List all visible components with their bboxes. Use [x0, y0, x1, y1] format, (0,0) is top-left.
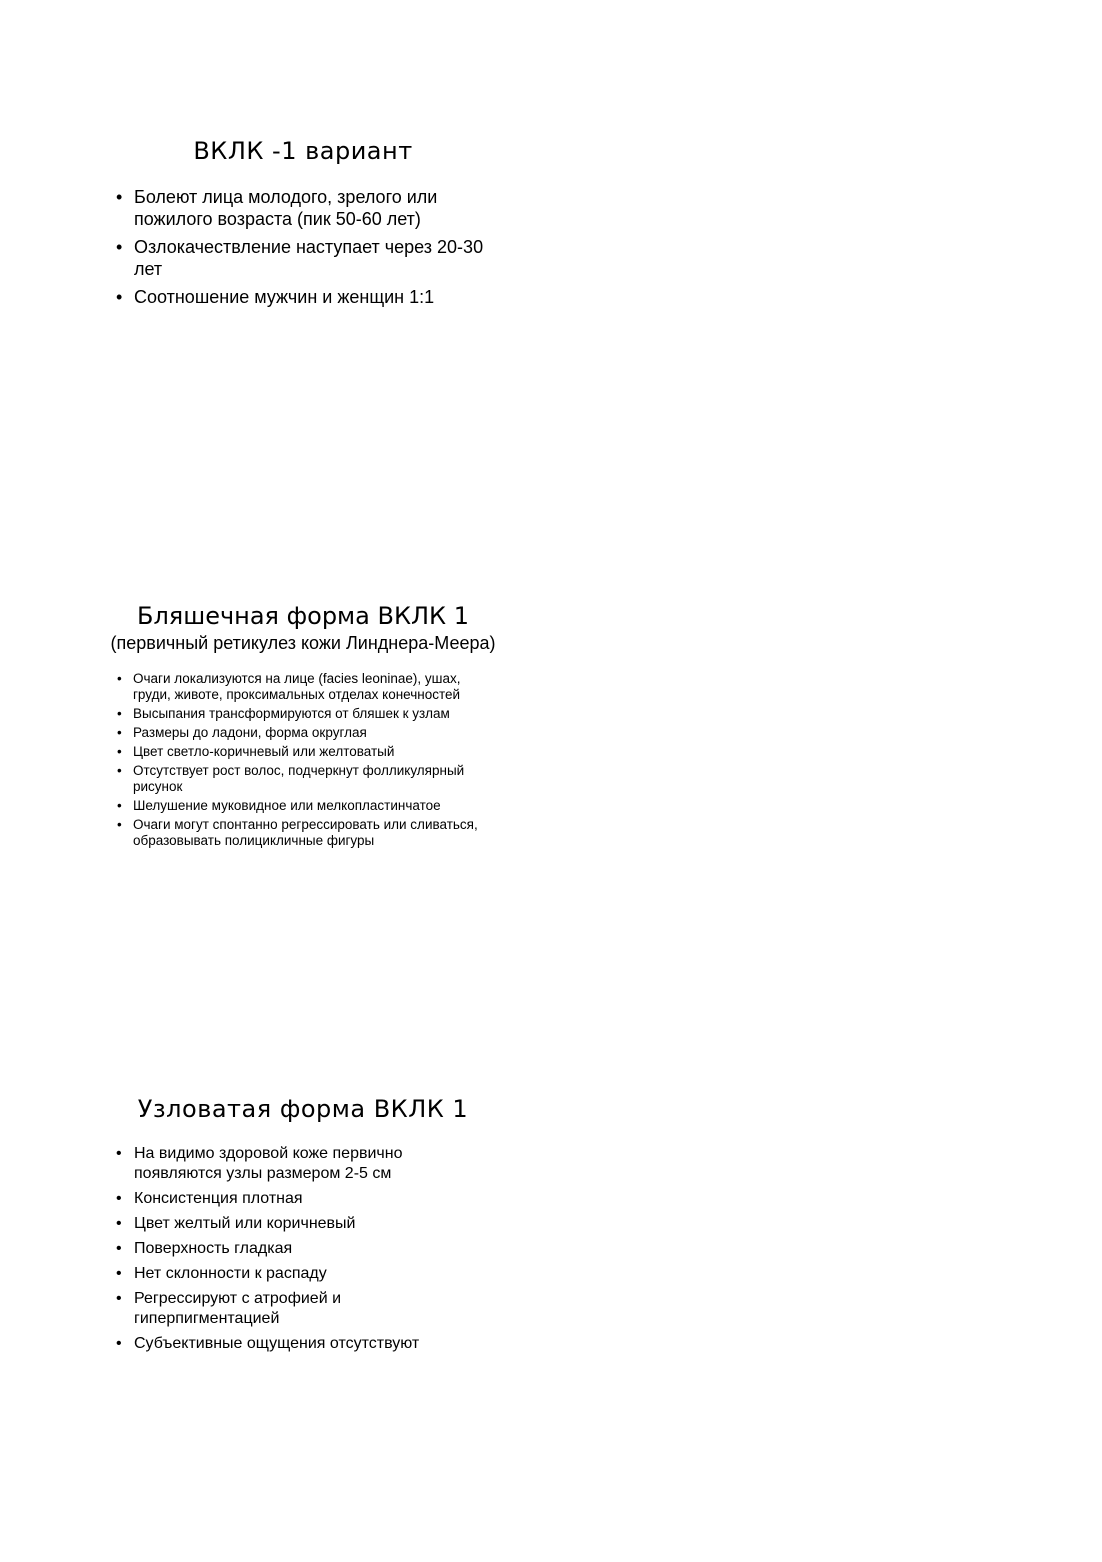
- bullet-icon: •: [116, 187, 123, 207]
- list-item: [100, 744, 488, 760]
- list-item-text: Цвет светло-коричневый или желтоватый: [133, 744, 395, 759]
- list-item-text: Отсутствует рост волос, подчеркнут фолликулярный рисунок: [133, 763, 465, 794]
- bullet-icon: •: [116, 287, 123, 307]
- bullet-icon: •: [116, 1265, 122, 1282]
- bullet-list: [100, 186, 506, 308]
- list-item-text: Болеют лица молодого, зрелого или пожилого возраста (пик 50-60 лет): [134, 187, 438, 229]
- list-item: [100, 1289, 454, 1329]
- list-item-text: Субъективные ощущения отсутствуют: [134, 1335, 420, 1352]
- list-item: [100, 798, 488, 814]
- slide-title: ВКЛК -1 вариант: [193, 137, 413, 165]
- list-item: [100, 706, 488, 722]
- list-item-text: Размеры до ладони, форма округлая: [133, 725, 367, 740]
- bullet-icon: •: [117, 706, 122, 721]
- list-item-text: Поверхность гладкая: [134, 1240, 293, 1257]
- list-item: [100, 1189, 454, 1209]
- list-item: [100, 286, 494, 308]
- bullet-icon: •: [116, 1215, 122, 1232]
- bullet-icon: •: [116, 1145, 122, 1162]
- bullet-icon: •: [117, 725, 122, 740]
- list-item-text: Озлокачествление наступает через 20-30 лет: [134, 237, 484, 279]
- bullet-icon: •: [116, 1335, 122, 1352]
- bullet-icon: •: [117, 671, 122, 686]
- list-item-text: Регрессируют с атрофией и гиперпигментацией: [134, 1290, 342, 1327]
- bullet-icon: •: [117, 744, 122, 759]
- slide-variant-1: [100, 136, 506, 314]
- slide-subtitle: (первичный ретикулез кожи Линднера-Меера): [110, 633, 496, 653]
- list-item-text: Высыпания трансформируются от бляшек к узлам: [133, 706, 450, 721]
- list-item: [100, 725, 488, 741]
- bullet-list: [100, 671, 506, 849]
- list-item: [100, 1214, 454, 1234]
- list-item: [100, 236, 494, 280]
- bullet-icon: •: [116, 1240, 122, 1257]
- slide-plaque-form: [100, 601, 506, 852]
- bullet-icon: •: [117, 798, 122, 813]
- slide-nodular-form: [100, 1094, 506, 1359]
- list-item-text: На видимо здоровой коже первично появляются узлы размером 2-5 см: [134, 1145, 403, 1182]
- bullet-icon: •: [117, 763, 122, 778]
- list-item: [100, 763, 488, 795]
- list-item-text: Шелушение муковидное или мелкопластинчатое: [133, 798, 441, 813]
- list-item: [100, 186, 494, 230]
- list-item: [100, 817, 488, 849]
- bullet-icon: •: [117, 817, 122, 832]
- list-item-text: Соотношение мужчин и женщин 1:1: [134, 287, 435, 307]
- bullet-icon: •: [116, 237, 123, 257]
- list-item-text: Очаги могут спонтанно регрессировать или сливаться, образовывать полицикличные фигуры: [133, 817, 478, 848]
- slide-title: Бляшечная форма ВКЛК 1: [137, 602, 469, 630]
- list-item: [100, 1334, 454, 1354]
- list-item: [100, 1144, 454, 1184]
- list-item: [100, 671, 488, 703]
- list-item: [100, 1264, 454, 1284]
- list-item-text: Очаги локализуются на лице (facies leoninae), ушах, груди, животе, проксимальных отделах конечностей: [133, 671, 461, 702]
- list-item-text: Цвет желтый или коричневый: [134, 1215, 356, 1232]
- list-item: [100, 1239, 454, 1259]
- list-item-text: Консистенция плотная: [134, 1190, 303, 1207]
- list-item-text: Нет склонности к распаду: [134, 1265, 327, 1282]
- bullet-list: [100, 1144, 506, 1354]
- slide-title: Узловатая форма ВКЛК 1: [137, 1095, 469, 1123]
- bullet-icon: •: [116, 1290, 122, 1307]
- bullet-icon: •: [116, 1190, 122, 1207]
